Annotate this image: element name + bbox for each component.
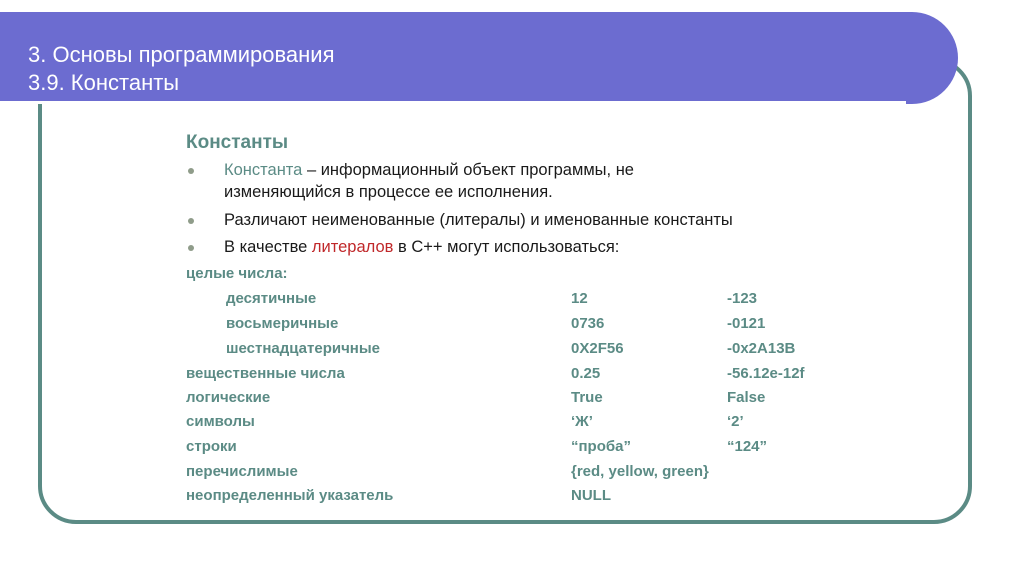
literal-row-value2: -0x2A13B [727, 340, 796, 357]
bullet-1-line1 [224, 159, 634, 181]
literal-row-value1: True [571, 389, 603, 406]
header-underline [0, 101, 906, 104]
literal-row-value2: -56.12e-12f [727, 365, 805, 382]
slide-title-line1: 3. Основы программирования [28, 42, 335, 67]
bullet-3-after: в С++ могут использоваться: [393, 238, 620, 256]
bullet-dot-icon [188, 245, 194, 251]
literal-row-value1: NULL [571, 487, 611, 504]
bullet-3-before: В качестве [224, 238, 312, 256]
slide-title-line2: 3.9. Константы [28, 70, 180, 95]
bullet-2-text: Различают неименованные (литералы) и именованные константы [224, 211, 733, 229]
bullet-dot-icon [188, 218, 194, 224]
literal-row-value1: {red, yellow, green} [571, 463, 709, 480]
literal-row-value1: 12 [571, 290, 588, 307]
bullet-3-text [224, 236, 619, 258]
literal-row-value1: ‘Ж’ [571, 413, 593, 430]
literal-row-label: строки [186, 438, 237, 455]
literal-row-label: неопределенный указатель [186, 487, 394, 504]
bullet-dot-icon [188, 168, 194, 174]
bullet-3-highlight: литералов [311, 238, 394, 256]
bullet-1-rest: – информационный объект программы, не [302, 161, 634, 179]
bullet-1-term: Константа [224, 161, 303, 179]
literal-row-label: десятичные [226, 290, 317, 307]
literal-row-label: логические [186, 389, 271, 406]
literal-row-value2: -123 [727, 290, 758, 307]
literal-row-value2: -0121 [727, 315, 766, 332]
literal-row-label: символы [186, 413, 255, 430]
slide-header [0, 12, 958, 104]
literal-row-value1: 0X2F56 [571, 340, 624, 357]
literal-row-label: восьмеричные [226, 315, 339, 332]
section-heading: Константы [186, 132, 289, 153]
literal-row-label: перечислимые [186, 463, 298, 480]
literal-row-value1: “проба” [571, 438, 631, 455]
literal-row-value1: 0.25 [571, 365, 601, 382]
bullet-1-line2: изменяющийся в процессе ее исполнения. [224, 183, 553, 201]
literal-row-value2: False [727, 389, 766, 406]
slide-frame [38, 58, 972, 524]
literal-row-value2: ‘2’ [727, 413, 744, 430]
literals-heading: целые числа: [186, 265, 288, 282]
literal-row-value2: “124” [727, 438, 768, 455]
literal-row-label: шестнадцатеричные [226, 340, 380, 357]
literal-row-label: вещественные числа [186, 365, 345, 382]
literal-row-value1: 0736 [571, 315, 605, 332]
